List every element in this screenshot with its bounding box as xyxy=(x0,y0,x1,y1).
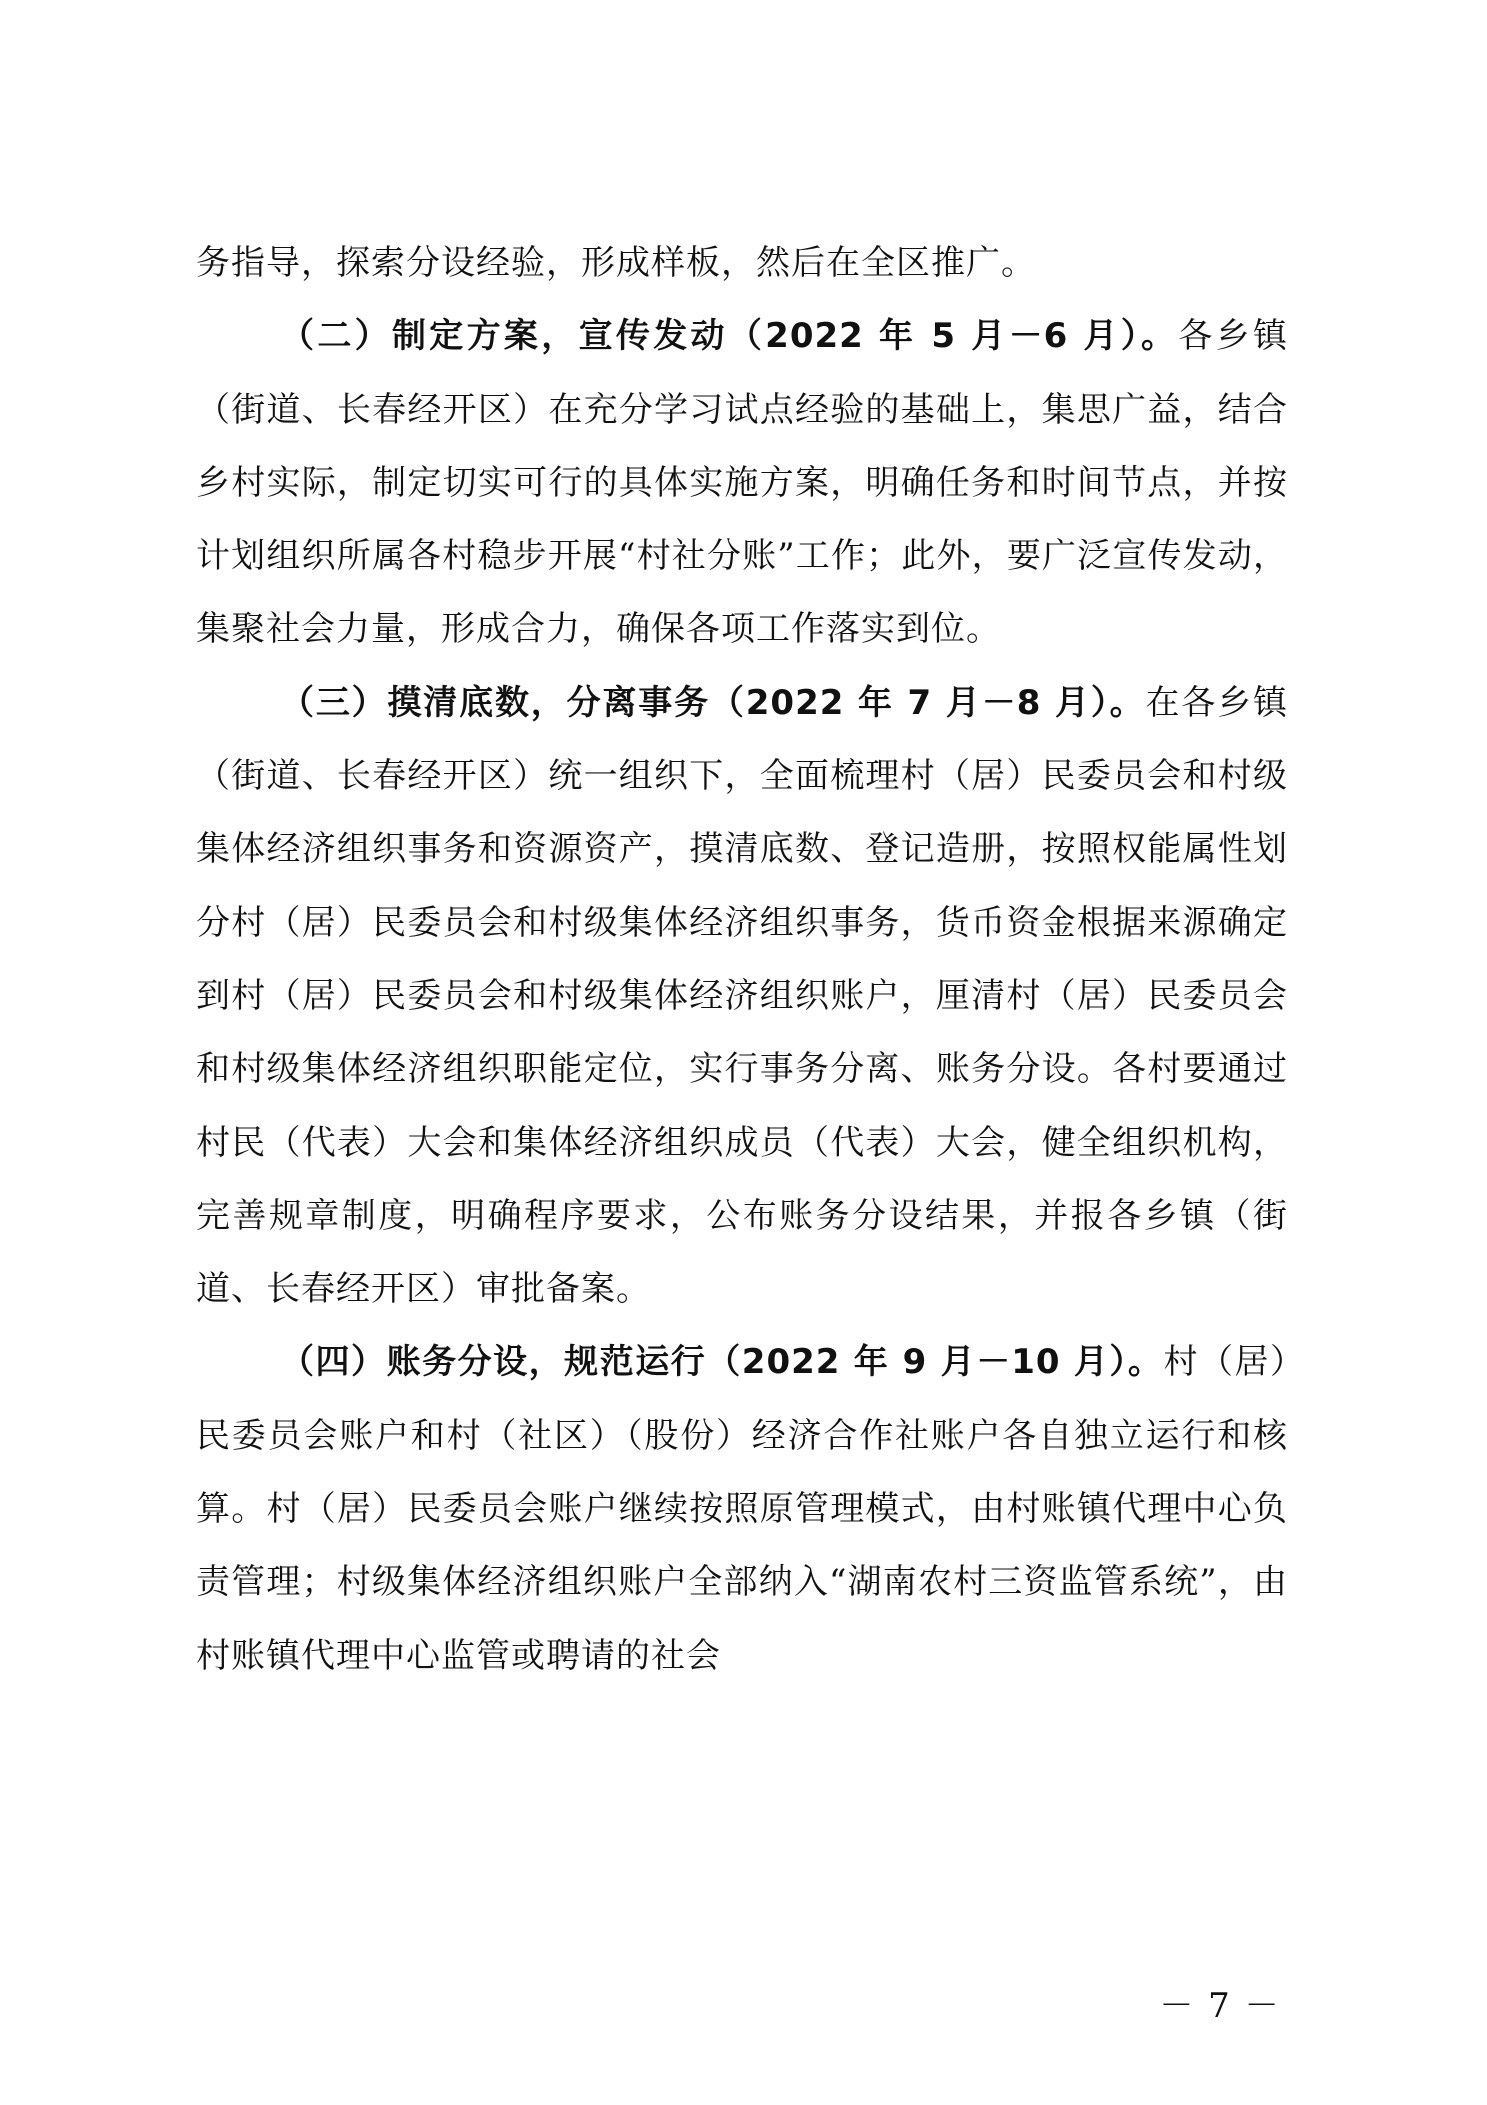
paragraph-section-2 xyxy=(196,300,1288,666)
paragraph-text: 务指导，探索分设经验，形成样板，然后在全区推广。 xyxy=(196,243,1036,283)
section-heading: （四）账务分设，规范运行（2022 年 9 月－10 月）。 xyxy=(280,1342,1164,1383)
paragraph-text: 在各乡镇（街道、长春经开区）统一组织下，全面梳理村（居）民委员会和村级集体经济组织事务和资源资产，摸清底数、登记造册，按照权能属性划分村（居）民委员会和村级集体经济组织事务，货币资金根据来源确定到村（居）民委员会和村级集体经济组织账户，厘清村（居）民委员会和村级集体经济组织职能定位，实行事务分离、账务分设。各村要通过村民（代表）大会和集体经济组织成员（代表）大会，健全组织机构，完善规章制度，明确程序要求，公布账务分设结果，并报各乡镇（街道、长春经开区）审批备案。 xyxy=(196,682,1288,1310)
document-body xyxy=(196,227,1288,1693)
page-number: － 7 － xyxy=(1159,1986,1281,2026)
section-heading: （二）制定方案，宣传发动（2022 年 5 月－6 月）。 xyxy=(280,316,1179,357)
paragraph-continuation xyxy=(196,227,1288,300)
paragraph-text: 村（居）民委员会账户和村（社区）（股份）经济合作社账户各自独立运行和核算。村（居）民委员会账户继续按照原管理模式，由村账镇代理中心负责管理；村级集体经济组织账户全部纳入“湖南农村三资监管系统”，由村账镇代理中心监管或聘请的社会 xyxy=(196,1342,1289,1676)
paragraph-section-3 xyxy=(196,667,1288,1327)
paragraph-section-4 xyxy=(196,1326,1288,1692)
section-heading: （三）摸清底数，分离事务（2022 年 7 月－8 月）。 xyxy=(280,682,1146,723)
paragraph-text: 各乡镇（街道、长春经开区）在充分学习试点经验的基础上，集思广益，结合乡村实际，制定切实可行的具体实施方案，明确任务和时间节点，并按计划组织所属各村稳步开展“村社分账”工作；此外，要广泛宣传发动，集聚社会力量，形成合力，确保各项工作落实到位。 xyxy=(196,316,1289,650)
